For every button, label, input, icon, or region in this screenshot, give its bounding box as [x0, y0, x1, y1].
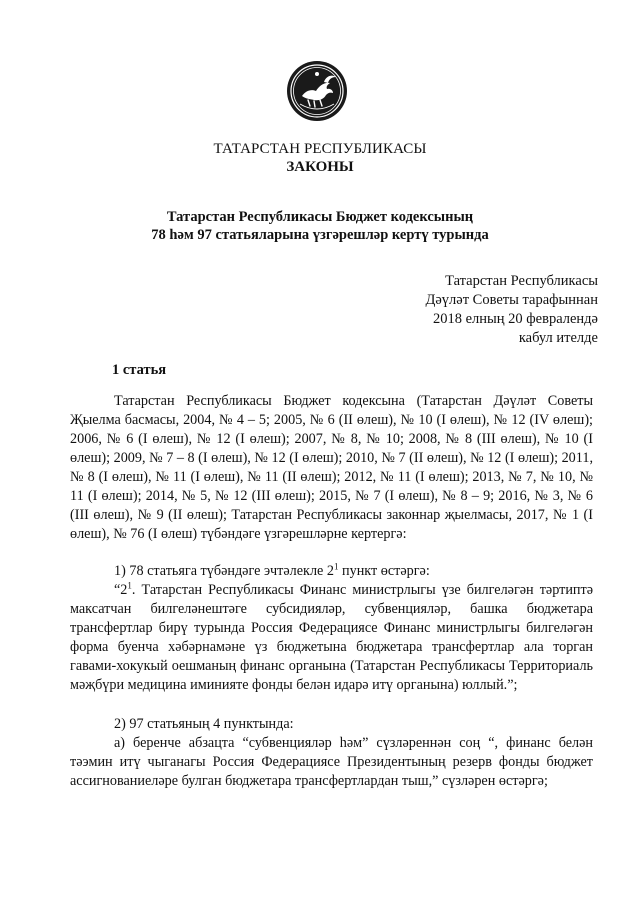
item-2-paragraph: 2) 97 статьяның 4 пунктында:	[114, 716, 294, 732]
adoption-line: Татарстан Республикасы	[445, 273, 598, 289]
law-title-line: 78 һәм 97 статьяларына үзгәрешләр кертү турында	[151, 227, 489, 243]
item-1-text: 1) 78 статьяга түбәндәге эчтәлекле 2	[114, 563, 334, 579]
item-1-paragraph	[70, 562, 593, 581]
superscript: 1	[333, 561, 339, 572]
law-title-line: Татарстан Республикасы Бюджет кодексының	[166, 209, 474, 225]
superscript: 1	[127, 580, 132, 591]
intro-paragraph: Татарстан Республикасы Бюджет кодексына (Татарстан Дәүләт Советы Җыелма басмасы, 2004, № 4 – 5; 2005, № 6 (II өлеш), № 10 (I өлеш), № 12 (IV өлеш); 2006, № 6 (I өлеш), № 12 (I өлеш); 2007, № 8, № 10; 2008, № 8 (III өлеш), № 10 (I өлеш); 2009, № 7 – 8 (I өлеш), № 12 (I өлеш); 2010, № 7 (II өлеш), № 12 (I өлеш); 2011, № 8 (I өлеш), № 11 (I өлеш), № 11 (II өлеш); 2012, № 11 (I өлеш); 2013, № 7, № 10, № 11 (I өлеш); 2014, № 5, № 12 (III өлеш); 2015, № 7 (I өлеш), № 8 – 9; 2016, № 3, № 6 (III өлеш), № 9 (II өлеш); Татарстан Республикасы законнар җыелмасы, 2017, № 1 (I өлеш), № 76 (I өлеш) түбәндәге үзгәрешләрне кертергә:	[70, 393, 593, 542]
law-title	[0, 208, 640, 244]
quoted-paragraph	[70, 581, 593, 695]
adoption-block	[298, 272, 598, 348]
article-heading: 1 статья	[112, 362, 167, 378]
quote-number: “2	[114, 582, 128, 598]
adoption-line: кабул ителде	[518, 330, 598, 346]
item-1-text-end: пункт өстәргә:	[338, 563, 430, 579]
coat-of-arms-icon	[286, 60, 348, 122]
adoption-line: Дәүләт Советы тарафыннан	[425, 292, 598, 308]
item-2a-paragraph: а) беренче абзацта “субвенцияләр һәм” сүзләреннән соң “, финанс белән тәэмин итү чыганагы Россия Федерациясе Президентының резерв фонды бюджет ассигнованиеләре булган бюджетара трансфертлардан тыш,” сүзләрен өстәргә;	[70, 735, 593, 789]
quote-body: . Татарстан Республикасы Финанс министрлыгы үзе билгеләгән тәртиптә максатчан билгеләнештәге субсидияләр, субвенцияләр, башка бюджетара трансфертлар бирү турында Россия Федерациясе Финанс министрлыгы билгеләгән форма буенча хәбәрнамәне үз бюджетына бюджетара трансфертлар ала торган гавами-хокукый оешманың финанс органына (Татарстан Республикасы Территориаль мәҗбүри медицина иминияте фонды белән идарә итү органына) юллый.”;	[70, 582, 593, 693]
republic-heading: ТАТАРСТАН РЕСПУБЛИКАСЫ	[213, 141, 427, 157]
law-heading: ЗАКОНЫ	[286, 159, 354, 175]
adoption-line: 2018 елның 20 февралендә	[432, 311, 598, 327]
